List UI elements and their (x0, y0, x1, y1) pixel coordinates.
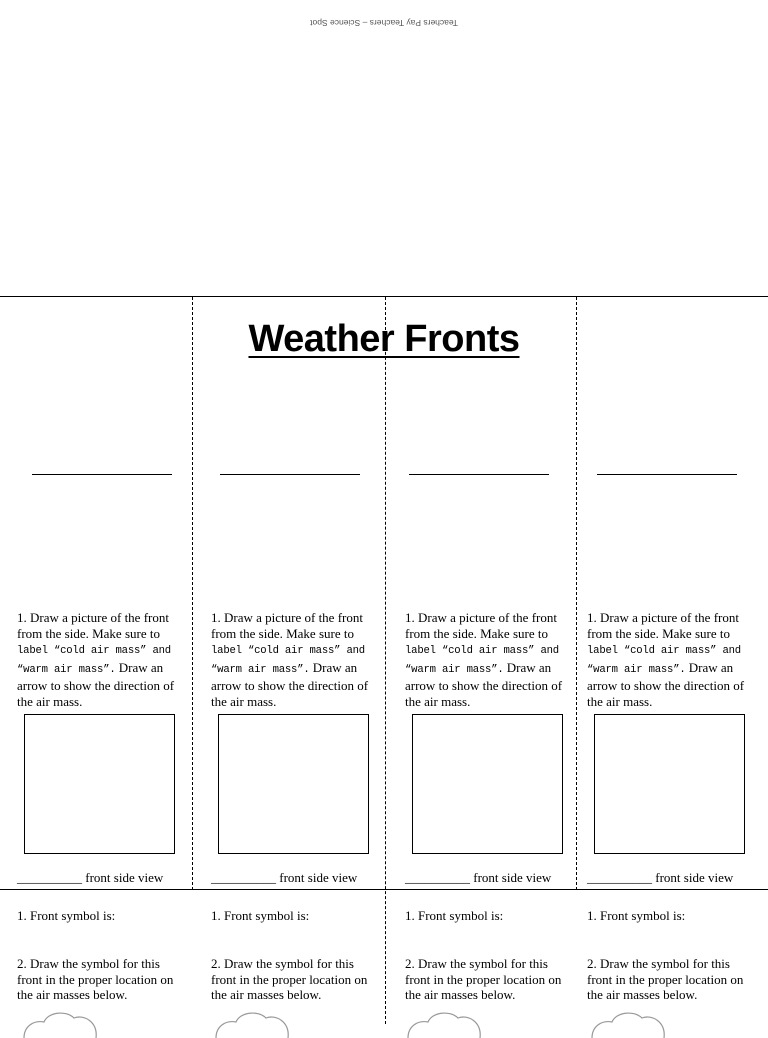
instructions-text: 1. Draw a picture of the front from the side. Make sure to label “cold air mass” and “warm air mass”. Draw an arrow to show the direction of the air mass. (405, 610, 563, 709)
instructions-text: 1. Draw a picture of the front from the side. Make sure to label “cold air mass” and “warm air mass”. Draw an arrow to show the direction of the air mass. (587, 610, 745, 709)
cut-line-3 (576, 297, 577, 890)
page-title: Weather Fronts (248, 318, 520, 360)
front-symbol-label: 1. Front symbol is: (211, 908, 310, 923)
drawing-box[interactable] (24, 714, 175, 854)
drawing-box[interactable] (594, 714, 745, 854)
front-symbol-label: 1. Front symbol is: (405, 908, 504, 923)
drawing-box[interactable] (218, 714, 369, 854)
instructions-text: 1. Draw a picture of the front from the side. Make sure to label “cold air mass” and “warm air mass”. Draw an arrow to show the direction of the air mass. (211, 610, 369, 709)
side-view-label: __________ front side view (211, 870, 358, 885)
fold-line-bottom (0, 889, 768, 890)
draw-symbol-text: 2. Draw the symbol for this front in the proper location on the air masses below. (211, 956, 368, 1003)
cloud-icon (20, 1008, 100, 1038)
drawing-box[interactable] (412, 714, 563, 854)
draw-symbol-text: 2. Draw the symbol for this front in the proper location on the air masses below. (587, 956, 744, 1003)
draw-symbol-text: 2. Draw the symbol for this front in the proper location on the air masses below. (17, 956, 174, 1003)
page-title-wrap (0, 318, 768, 361)
draw-symbol-text: 2. Draw the symbol for this front in the proper location on the air masses below. (405, 956, 562, 1003)
credit-text: Teachers Pay Teachers – Science Spot (310, 18, 458, 28)
front-name-blank (32, 474, 172, 475)
side-view-label: __________ front side view (405, 870, 552, 885)
fold-line-top (0, 296, 768, 297)
cloud-icon (212, 1008, 292, 1038)
side-view-label: __________ front side view (587, 870, 734, 885)
cut-line-2 (385, 297, 386, 1024)
cloud-icon (404, 1008, 484, 1038)
instructions-text: 1. Draw a picture of the front from the side. Make sure to label “cold air mass” and “warm air mass”. Draw an arrow to show the direction of the air mass. (17, 610, 175, 709)
cloud-icon (588, 1008, 668, 1038)
front-symbol-label: 1. Front symbol is: (17, 908, 116, 923)
front-symbol-label: 1. Front symbol is: (587, 908, 686, 923)
front-name-blank (220, 474, 360, 475)
cut-line-1 (192, 297, 193, 890)
side-view-label: __________ front side view (17, 870, 164, 885)
front-name-blank (409, 474, 549, 475)
front-name-blank (597, 474, 737, 475)
